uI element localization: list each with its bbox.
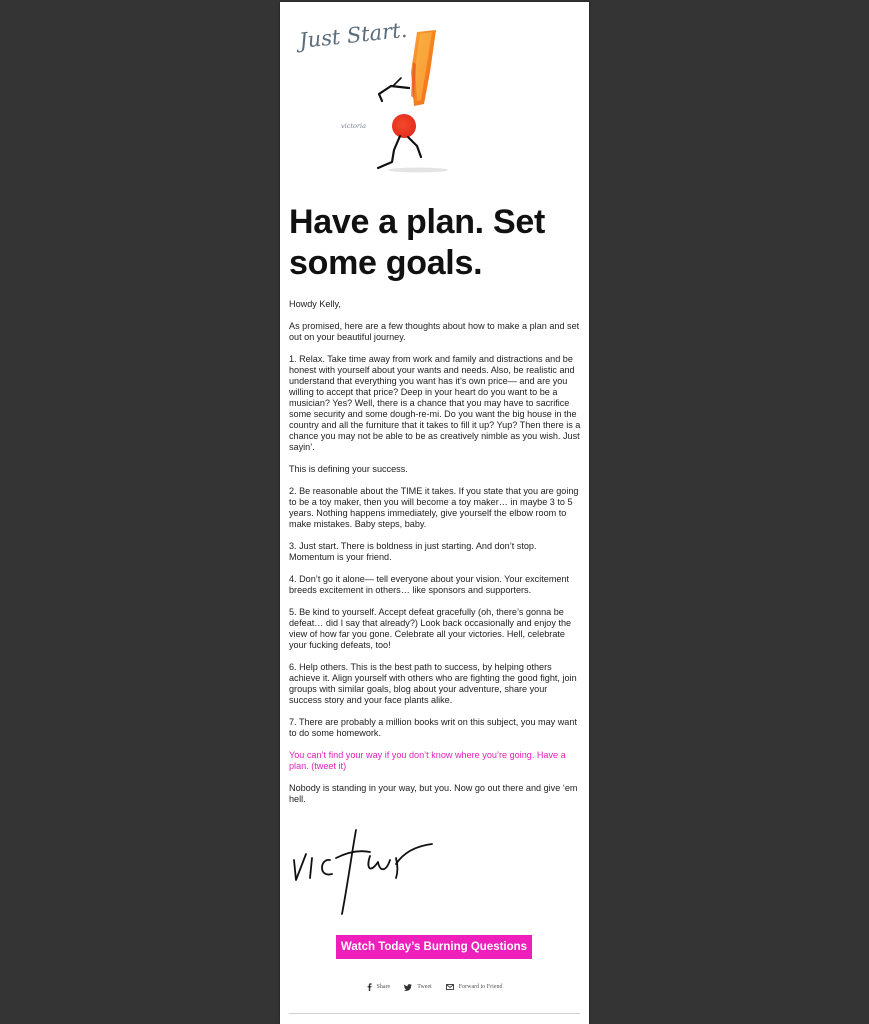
footer-divider (289, 1013, 580, 1014)
twitter-bird-icon (404, 984, 412, 991)
share-link[interactable] (367, 980, 391, 994)
envelope-icon (446, 984, 454, 990)
body-paragraph: 3. Just start. There is boldness in just starting. And don’t stop. Momentum is your friend. (289, 541, 537, 562)
forward-label: Forward to Friend (458, 984, 503, 990)
signature (286, 822, 446, 922)
forward-to-friend-link[interactable] (446, 980, 503, 994)
email-body (289, 299, 581, 816)
body-paragraph: 2. Be reasonable about the TIME it takes. If you state that you are going to be a toy maker, then you will become a toy maker… in maybe 3 to 5 years. Nothing happens immediately, give yourself the elbow room to make mistakes. Baby steps, baby. (289, 486, 579, 529)
exclamation-stick-figure-icon (280, 2, 589, 197)
body-paragraph: This is defining your success. (289, 464, 408, 474)
handwritten-signature-icon (286, 822, 446, 922)
body-paragraph: 6. Help others. This is the best path to success, by helping others achieve it. Align yourself with others who are fighting the good fight, join groups with similar goals, blog about your adventure, share your success story and your face plants alike. (289, 662, 577, 705)
share-bar (280, 980, 589, 994)
watch-burning-questions-button[interactable]: Watch Today’s Burning Questions (336, 935, 532, 959)
facebook-f-icon (367, 983, 372, 991)
body-paragraph: 5. Be kind to yourself. Accept defeat gracefully (oh, there’s gonna be defeat… did I say that already?) Look back occasionally and enjoy the view of how far you gone. Celebrate all your victories. Hell, celebrate your fucking defeats, too! (289, 607, 572, 650)
body-paragraph: 4. Don’t go it alone— tell everyone about your vision. Your excitement breeds excitement in others… like sponsors and supporters. (289, 574, 570, 595)
hero-handwritten-text: Just Start. (298, 17, 409, 53)
greeting: Howdy Kelly, (289, 299, 341, 309)
closing-paragraph: Nobody is standing in your way, but you. Now go out there and give ‘em hell. (289, 783, 578, 804)
body-paragraph: As promised, here are a few thoughts about how to make a plan and set out on your beautiful journey. (289, 321, 580, 342)
hero-artist-mark: victoria (341, 122, 366, 130)
page-title: Have a plan. Set some goals. (289, 203, 545, 282)
email-container (280, 2, 589, 1024)
tweetable-quote-link[interactable]: You can’t find your way if you don’t know where you’re going. Have a plan. (tweet it) (289, 750, 566, 771)
tweet-label: Tweet (417, 984, 432, 990)
share-label: Share (376, 984, 391, 990)
body-paragraph: 7. There are probably a million books writ on this subject, you may want to do some homework. (289, 717, 577, 738)
tweet-link[interactable] (404, 980, 432, 994)
hero-illustration (280, 2, 589, 197)
body-paragraph: 1. Relax. Take time away from work and family and distractions and be honest with yourself about your wants and needs. Also, be realistic and understand that everything you want has it’s own price— and are you willing to accept that price? Deep in your heart do you want to be a musician? Yes? Well, there is a chance that you may have to sacrifice some security and some dough-re-mi. Do you want the big house in the country and all the furniture that it takes to fill it up? Yup? Then there is a chance you may not be able to be as creatively nimble as you wish. Just sayin’. (289, 354, 581, 452)
